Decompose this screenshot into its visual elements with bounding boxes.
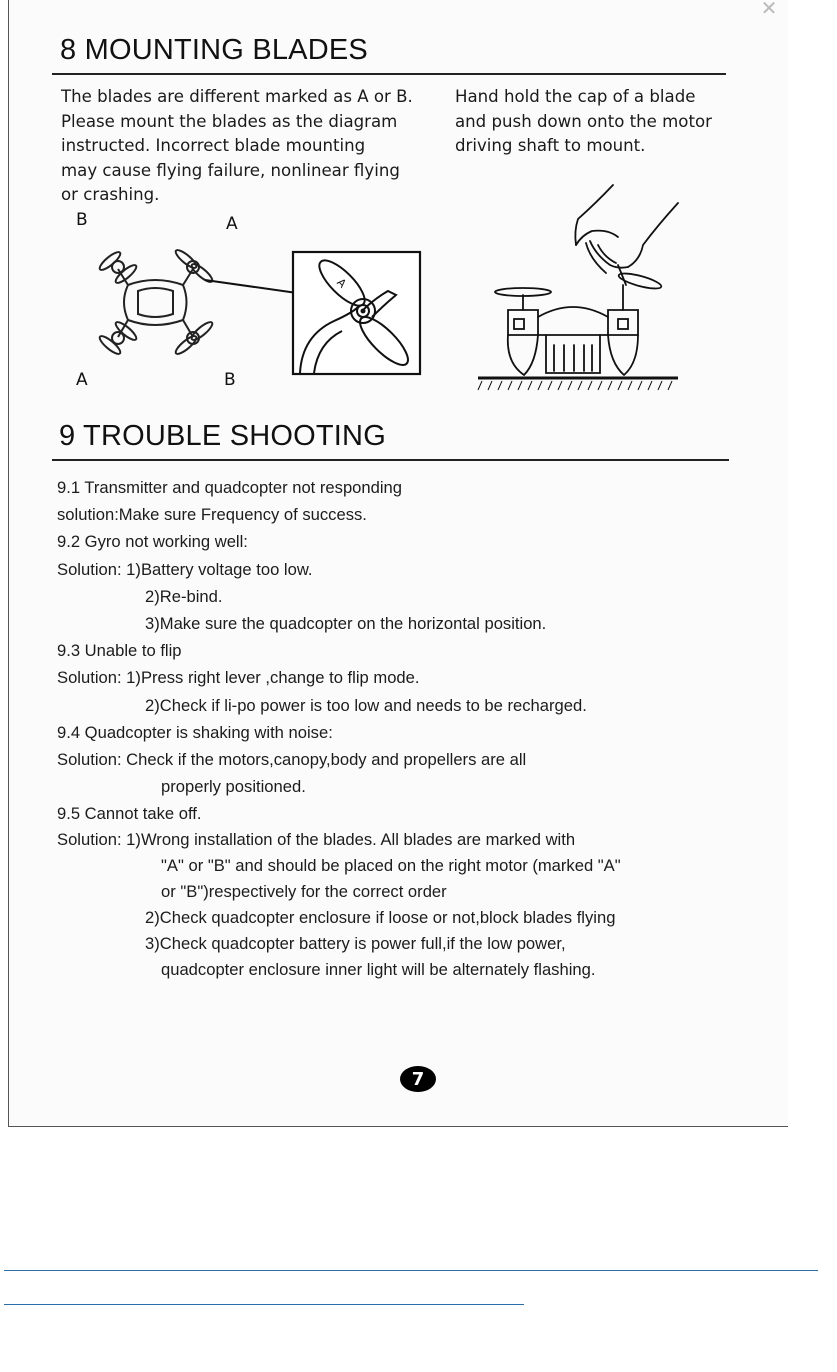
list-item: 9.3 Unable to flip <box>57 641 182 661</box>
zoom-blade-mark: A <box>334 275 349 291</box>
list-item: quadcopter enclosure inner light will be alternately flashing. <box>161 960 596 980</box>
blade-label-top-right: A <box>226 214 238 234</box>
list-item: 9.4 Quadcopter is shaking with noise: <box>57 722 333 742</box>
section-8-right-text: Hand hold the cap of a blade and push down onto the motor driving shaft to mount. <box>455 87 712 155</box>
list-item: properly positioned. <box>161 777 306 797</box>
list-item: 3)Make sure the quadcopter on the horizontal position. <box>145 613 547 633</box>
list-item: 9.1 Transmitter and quadcopter not responding <box>57 478 403 497</box>
separator-line-short <box>4 1304 524 1305</box>
section-9-divider <box>52 459 729 461</box>
hand-mounting-blade-illustration <box>478 185 683 395</box>
page-number-badge: 7 <box>400 1066 436 1092</box>
blade-label-top-left: B <box>76 210 88 230</box>
list-item: "A" or "B" and should be placed on the right motor (marked "A" <box>161 856 621 876</box>
list-item: solution:Make sure Frequency of success. <box>57 505 367 525</box>
callout-line <box>205 278 300 298</box>
list-item: 2)Check if li-po power is too low and needs to be recharged. <box>145 695 587 715</box>
quadcopter-top-view-illustration <box>98 245 213 360</box>
blade-label-bottom-left: A <box>76 370 88 390</box>
list-item: 9.5 Cannot take off. <box>57 804 202 824</box>
list-item: 2)Re-bind. <box>145 586 223 606</box>
section-8-divider <box>52 73 726 75</box>
troubleshooting-list <box>57 474 621 983</box>
list-item: or "B")respectively for the correct order <box>161 882 447 902</box>
list-item: Solution: 1)Wrong installation of the blades. All blades are marked with <box>57 830 576 850</box>
section-8-title: 8 MOUNTING BLADES <box>60 34 368 66</box>
list-item: Solution: 1)Press right lever ,change to flip mode. <box>57 668 420 688</box>
list-item: Solution: 1)Battery voltage too low. <box>57 559 313 579</box>
list-item: 2)Check quadcopter enclosure if loose or not,block blades flying <box>145 908 616 928</box>
list-item: Solution: Check if the motors,canopy,body and propellers are all <box>57 749 527 769</box>
separator-line-long <box>4 1270 818 1271</box>
list-item: 3)Check quadcopter battery is power full,if the low power, <box>145 934 566 954</box>
list-item: 9.2 Gyro not working well: <box>57 532 248 552</box>
blade-label-bottom-right: B <box>224 370 236 390</box>
section-8-left-text: The blades are different marked as A or B. Please mount the blades as the diagram instructed. Incorrect blade mounting may cause flying failure, nonlinear flying or crashing. <box>61 87 413 204</box>
close-icon[interactable]: ✕ <box>760 0 778 20</box>
blade-zoom-detail-illustration <box>292 251 422 376</box>
section-9-title: 9 TROUBLE SHOOTING <box>59 420 386 452</box>
